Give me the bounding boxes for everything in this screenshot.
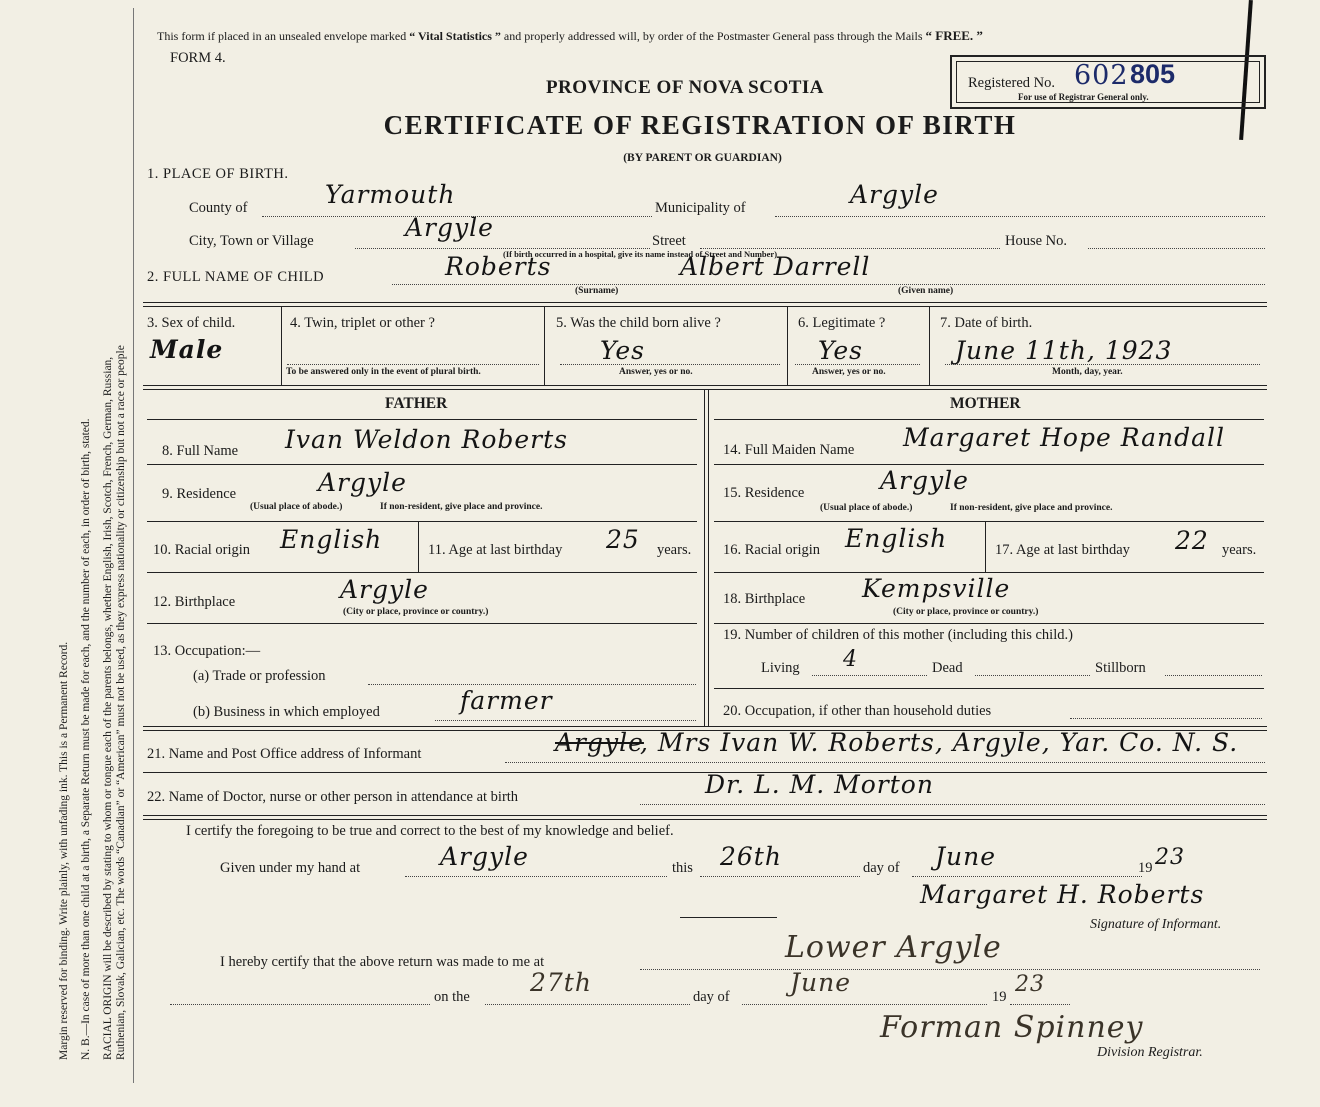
margin-rule [133,8,134,1083]
certify-statement: I certify the foregoing to be true and correct to the best of my knowledge and belief. [186,823,674,839]
father-heading: FATHER [385,395,448,412]
given-year-prefix: 19 [1138,860,1153,876]
business-value: farmer [460,686,553,715]
dead-label: Dead [932,660,963,676]
mother-name-label: 14. Full Maiden Name [723,442,855,458]
on-the-label: on the [434,989,470,1005]
doctor-label: 22. Name of Doctor, nurse or other person in attendance at birth [147,789,519,805]
mother-residence-label: 15. Residence [723,485,805,501]
given-day-of-label: day of [863,860,900,876]
dob-value: June 11th, 1923 [955,336,1173,365]
child-surname: Roberts [445,252,552,281]
registered-number-stamped: 805 [1130,59,1176,89]
father-name-value: Ivan Weldon Roberts [285,425,569,454]
registrar-month: June [790,968,852,997]
margin-line-2: N. B.—In case of more than one child at a birth, a Separate Return must be made for each, and the number of each, in order of birth, stated. [80,418,92,1060]
surname-caption: (Surname) [575,286,619,296]
alive-label: 5. Was the child born alive ? [556,315,721,331]
trade-label: (a) Trade or profession [193,668,326,684]
mother-race-value: English [845,524,948,553]
father-name-label: 8. Full Name [162,443,239,459]
informant-signature: Margaret H. Roberts [920,880,1205,909]
doctor-value: Dr. L. M. Morton [705,770,934,799]
alive-value: Yes [600,336,645,365]
father-age-label: 11. Age at last birthday [428,542,563,558]
business-label: (b) Business in which employed [193,704,380,720]
subtitle: (BY PARENT OR GUARDIAN) [623,152,782,164]
registered-number-handwritten: 602 [1074,60,1129,91]
legitimate-value: Yes [818,336,863,365]
page-title: CERTIFICATE OF REGISTRATION OF BIRTH [383,110,1017,140]
form-number: FORM 4. [170,50,226,66]
margin-line-4: Ruthenian, Slovak, Galician, etc. The words “Canadian” or “American” must not be used, as they express nationality or citizenship but not a race or people [115,345,127,1060]
province: PROVINCE OF NOVA SCOTIA [545,77,825,98]
father-residence-label: 9. Residence [162,486,237,502]
dob-caption: Month, day, year. [1052,367,1123,377]
given-year: 23 [1155,845,1185,870]
stillborn-label: Stillborn [1095,660,1146,676]
mother-age-unit: years. [1222,542,1257,558]
registrar-year-prefix: 19 [992,989,1007,1005]
registrar-year: 23 [1015,972,1045,997]
informant-struck: Argyle [555,728,644,757]
father-race-label: 10. Racial origin [153,542,251,558]
father-age-value: 25 [606,525,640,554]
margin-line-1: Margin reserved for binding. Write plainly, with unfading ink. This is a Permanent Record. [58,641,70,1060]
alive-caption: Answer, yes or no. [619,367,693,377]
city-value: Argyle [405,213,494,242]
county-value: Yarmouth [325,180,456,209]
sex-label: 3. Sex of child. [147,315,236,331]
mother-occupation-label: 20. Occupation, if other than household duties [723,703,992,719]
informant-caption: Signature of Informant. [1090,917,1222,932]
registrar-statement: I hereby certify that the above return was made to me at [220,954,545,970]
municipality-label: Municipality of [655,200,746,216]
mail-notice: This form if placed in an unsealed envelope marked “ Vital Statistics ” and properly addressed will, by order of the Postmaster General pass through the Mails “ FREE. ” [157,28,983,43]
registrar-signature: Forman Spinney [880,1010,1144,1045]
mother-residence-value: Argyle [880,466,969,495]
mother-age-label: 17. Age at last birthday [995,542,1130,558]
mother-heading: MOTHER [950,395,1021,412]
given-month: June [935,842,997,871]
mother-residence-note-a: (Usual place of abode.) [820,503,913,513]
margin-line-3: RACIAL ORIGIN will be described by stating to whom or tongue each of the parents belongs, whether English, Irish, Scotch, French, German, Russian, [102,356,114,1060]
child-given-name: Albert Darrell [680,252,871,281]
sex-value: Male [150,335,224,364]
child-name-label: 2. FULL NAME OF CHILD [147,269,325,285]
informant-value: , Mrs Ivan W. Roberts, Argyle, Yar. Co. N. S. [640,728,1239,757]
twin-note: To be answered only in the event of plural birth. [286,367,481,377]
registrar-place: Lower Argyle [785,930,1002,965]
informant-label: 21. Name and Post Office address of Informant [147,746,422,762]
legitimate-caption: Answer, yes or no. [812,367,886,377]
mother-birthplace-note: (City or place, province or country.) [893,607,1039,617]
county-label: County of [189,200,248,216]
this-label: this [672,860,693,876]
registrar-day: 27th [530,968,592,997]
father-residence-value: Argyle [318,468,407,497]
given-caption: (Given name) [898,286,954,296]
living-value: 4 [843,647,858,672]
street-label: Street [652,233,686,249]
legitimate-label: 6. Legitimate ? [798,315,886,331]
living-label: Living [761,660,800,676]
mother-age-value: 22 [1175,526,1209,555]
place-of-birth-label: 1. PLACE OF BIRTH. [147,166,289,182]
registrar-day-of-label: day of [693,989,730,1005]
registrar-note: For use of Registrar General only. [1018,92,1149,102]
children-label: 19. Number of children of this mother (including this child.) [723,627,1073,643]
registrar-caption: Division Registrar. [1097,1045,1203,1060]
dob-label: 7. Date of birth. [940,315,1033,331]
mother-name-value: Margaret Hope Randall [903,423,1226,452]
given-under-label: Given under my hand at [220,860,361,876]
father-residence-note-b: If non-resident, give place and province. [380,502,543,512]
mother-residence-note-b: If non-resident, give place and province. [950,503,1113,513]
hospital-note: (If birth occurred in a hospital, give its name instead of Street and Number) [503,249,778,259]
father-birthplace-note: (City or place, province or country.) [343,607,489,617]
father-birthplace-value: Argyle [340,575,429,604]
father-age-unit: years. [657,542,692,558]
father-birthplace-label: 12. Birthplace [153,594,236,610]
given-day: 26th [720,842,782,871]
twin-label: 4. Twin, triplet or other ? [290,315,435,331]
house-label: House No. [1005,233,1068,249]
registration-box [950,55,1266,109]
mother-birthplace-value: Kempsville [862,574,1011,603]
registered-label: Registered No. [968,75,1055,91]
mother-birthplace-label: 18. Birthplace [723,591,806,607]
city-label: City, Town or Village [189,233,314,249]
mother-race-label: 16. Racial origin [723,542,821,558]
given-place: Argyle [440,842,529,871]
father-race-value: English [280,525,383,554]
father-residence-note-a: (Usual place of abode.) [250,502,343,512]
municipality-value: Argyle [850,180,939,209]
father-occupation-label: 13. Occupation:— [153,643,261,659]
